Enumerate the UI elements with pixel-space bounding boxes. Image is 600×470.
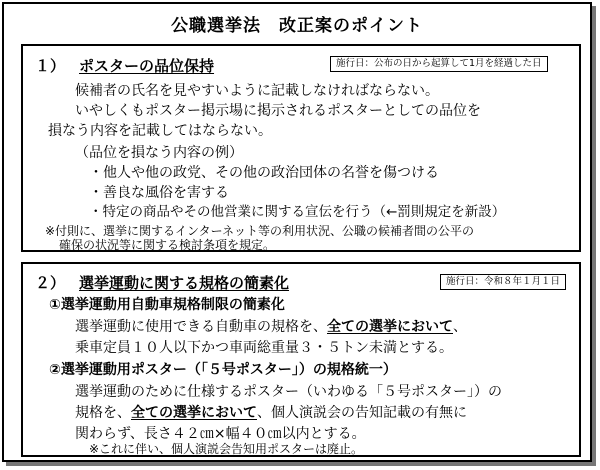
sub-1-line-2: 乗車定員１０人以下かつ車両総重量３・５トン未満とする。 xyxy=(75,340,453,356)
section-1-line-2: いやしくもポスター掲示場に掲示されるポスターとしての品位を xyxy=(75,103,481,119)
sub-1-line-1-post: 、 xyxy=(453,319,467,335)
section-1-heading xyxy=(35,59,214,74)
sub-2-title: ②選挙運動用ポスター（「５号ポスター」）の規格統一） xyxy=(49,362,397,378)
sub-2-line-2-emphasis: 全ての選挙において xyxy=(131,405,257,421)
sub-2-line-3: 関わらず、長さ４２㎝×幅４０㎝以内とする。 xyxy=(75,426,366,442)
section-1-line-1: 候補者の氏名を見やすいように記載しなければならない。 xyxy=(75,83,439,99)
section-1-line-3: 損なう内容を記載してはならない。 xyxy=(48,123,272,139)
section-2-heading xyxy=(35,276,289,291)
section-1-number: １） xyxy=(35,57,66,75)
sub-2-line-2-pre: 規格を、 xyxy=(75,405,131,421)
example-item-2: ・善良な風俗を害する xyxy=(89,185,229,201)
section-1-effective-date-badge: 施行日：公布の日から起算して1月を経過した日 xyxy=(330,56,548,72)
sub-1-line-1-emphasis: 全ての選挙において xyxy=(327,319,453,335)
section-1-title: ポスターの品位保持 xyxy=(79,57,215,75)
sub-2-line-1: 選挙運動のために仕様するポスター（いわゆる「５号ポスター」）の xyxy=(75,384,502,400)
sub-2-line-2-post: 、個人演説会の告知記載の有無に xyxy=(257,405,467,421)
examples-heading: （品位を損なう内容の例） xyxy=(75,145,243,161)
sub-2-note: ※これに伴い、個人演説会告知用ポスターは廃止。 xyxy=(89,442,364,456)
section-2-effective-date-badge: 施行日：令和８年１月１日 xyxy=(440,274,566,290)
section-2-number: ２） xyxy=(35,274,66,292)
page-title: 公職選挙法 改正案のポイント xyxy=(171,16,423,36)
sub-2-line-2 xyxy=(75,406,467,420)
section-2-title: 選挙運動に関する規格の簡素化 xyxy=(79,274,290,292)
section-poster-dignity xyxy=(21,44,581,252)
section-campaign-spec-simplification xyxy=(21,262,581,457)
section-1-note-line-2: 確保の状況等に関する検討条項を規定。 xyxy=(59,238,276,252)
sub-1-line-1 xyxy=(75,320,467,334)
example-item-3: ・特定の商品やその他営業に関する宣伝を行う（←罰則規定を新設） xyxy=(89,204,506,220)
sub-1-line-1-pre: 選挙運動に使用できる自動車の規格を、 xyxy=(75,319,327,335)
example-item-1: ・他人や他の政党、その他の政治団体の名誉を傷つける xyxy=(89,165,439,181)
document-frame xyxy=(2,2,592,462)
sub-1-title: ①選挙運動用自動車規格制限の簡素化 xyxy=(49,297,285,313)
section-1-note-line-1: ※付則に、選挙に関するインターネット等の利用状況、公職の候補者間の公平の xyxy=(45,224,474,238)
